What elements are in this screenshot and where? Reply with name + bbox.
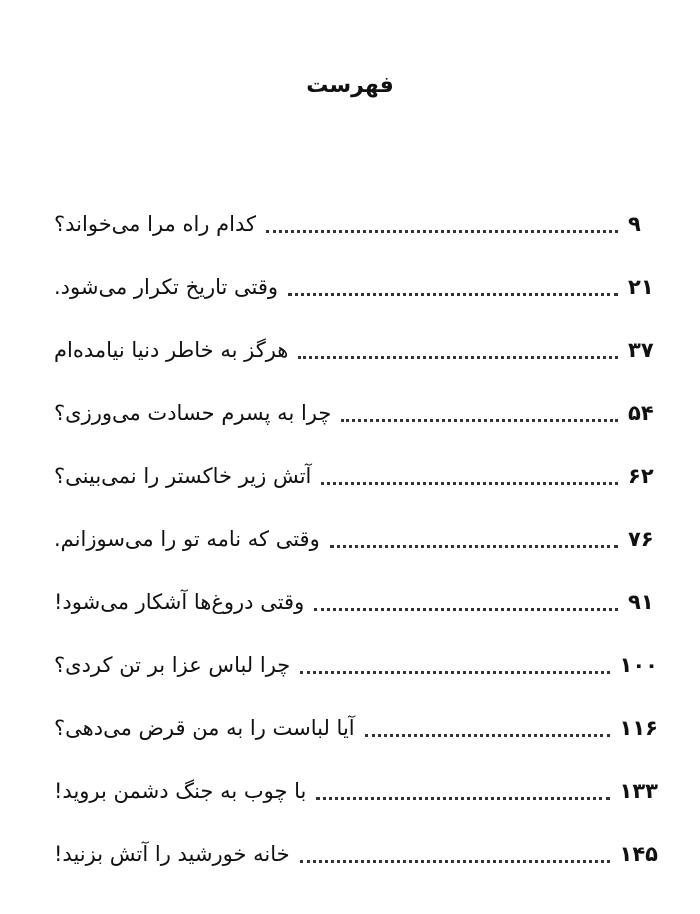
toc-entry — [54, 633, 658, 696]
toc-page-number: ۱۴۵ — [619, 841, 658, 866]
toc-entry-title: خانه خورشید را آتش بزنید! — [54, 841, 290, 866]
toc-entry-title: وقتی دروغ‌ها آشکار می‌شود! — [54, 589, 305, 614]
page-title: فهرست — [306, 73, 394, 98]
toc-entry-title: وقتی که نامه تو را می‌سوزانم. — [54, 526, 320, 551]
toc-entry-title: آیا لباست را به من قرض می‌دهی؟ — [54, 715, 355, 740]
dot-leader — [266, 230, 618, 233]
toc-entry-title: چرا به پسرم حسادت می‌ورزی؟ — [54, 400, 332, 425]
toc-page-number: ۱۱۶ — [619, 715, 658, 740]
toc-entry — [54, 759, 658, 822]
dot-leader — [314, 608, 618, 611]
toc-entry — [54, 570, 658, 633]
toc-page-number: ۵۴ — [628, 400, 654, 425]
toc-entry-title: کدام راه مرا می‌خواند؟ — [54, 211, 256, 236]
toc-page-number: ۲۱ — [628, 274, 654, 299]
dot-leader — [288, 293, 618, 296]
dot-leader — [365, 734, 610, 737]
dot-leader — [300, 860, 610, 863]
toc-entry-title: هرگز به خاطر دنیا نیامده‌ام — [54, 337, 289, 362]
dot-leader — [321, 482, 618, 485]
toc-page-number: ۹۱ — [628, 589, 654, 614]
toc-page-number: ۷۶ — [628, 526, 654, 551]
toc-page-number: ۹ — [628, 211, 641, 236]
toc-entry — [54, 255, 658, 318]
toc-entry — [54, 381, 658, 444]
toc-entry — [54, 318, 658, 381]
toc-entry-title: وقتی تاریخ تکرار می‌شود. — [54, 274, 279, 299]
dot-leader — [341, 419, 618, 422]
toc-entry-title: چرا لباس عزا بر تن کردی؟ — [54, 652, 291, 677]
table-of-contents — [54, 192, 658, 885]
toc-entry — [54, 444, 658, 507]
toc-entry-title: با چوب به جنگ دشمن بروید! — [54, 778, 307, 803]
toc-entry — [54, 696, 658, 759]
dot-leader — [330, 545, 618, 548]
toc-entry — [54, 822, 658, 885]
toc-page-number: ۶۲ — [628, 463, 654, 488]
dot-leader — [316, 797, 609, 800]
toc-page-number: ۳۷ — [628, 337, 654, 362]
toc-page-number: ۱۳۳ — [619, 778, 658, 803]
dot-leader — [298, 356, 618, 359]
toc-entry — [54, 192, 658, 255]
toc-entry-title: آتش زیر خاکستر را نمی‌بینی؟ — [54, 463, 312, 488]
toc-entry — [54, 507, 658, 570]
dot-leader — [300, 671, 609, 674]
toc-page-number: ۱۰۰ — [619, 652, 658, 677]
